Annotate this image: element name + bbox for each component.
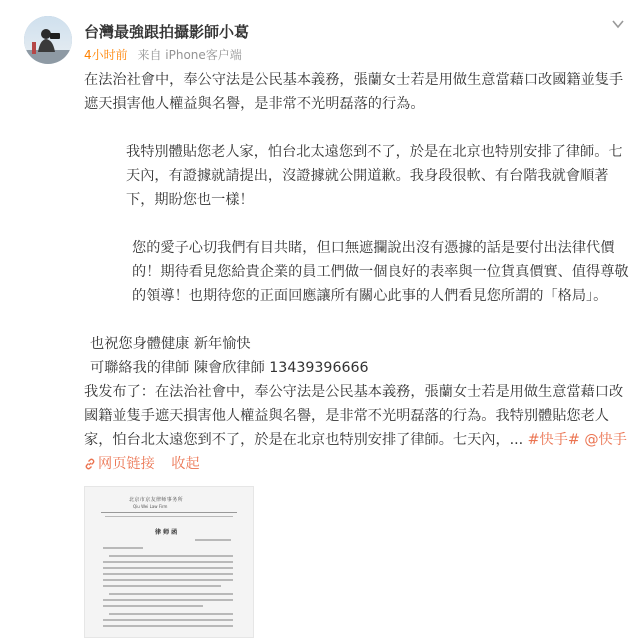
document-line [109, 613, 233, 615]
document-line [103, 585, 221, 587]
post-paragraph-4-line-2: 可聯絡我的律師 陳會欣律師 13439396666 [90, 360, 369, 376]
letterhead-english: Qiu Wei Law Firm [133, 504, 168, 509]
document-line [103, 547, 143, 549]
document-line [105, 516, 233, 517]
web-link[interactable] [84, 456, 165, 472]
document-line [103, 579, 233, 581]
document-title: 律 师 函 [155, 529, 178, 536]
web-link-label: 网页链接 [98, 456, 155, 472]
hashtag-link[interactable]: #快手# [527, 432, 580, 448]
attachment-image[interactable] [84, 486, 254, 638]
post-paragraph-3: 您的愛子心切我們有目共睹，但口無遮攔說出沒有憑據的話是要付出法律代價的！期待看見您給貴企業的員工們做一個良好的表率與一位貨真價實、值得尊敬的領導！也期待您的正面回應讓所有關心此事的人們看見您所謂的「格局」。 [132, 240, 629, 304]
collapse-link[interactable]: 收起 [171, 456, 200, 472]
document-line [109, 555, 233, 557]
document-line [195, 539, 231, 541]
mention-link[interactable]: @快手 [584, 432, 627, 448]
document-line [103, 573, 233, 575]
document-line [103, 605, 203, 607]
post-links [84, 452, 630, 476]
document-line [103, 625, 233, 627]
avatar[interactable] [24, 16, 72, 64]
letterhead-rule [101, 512, 237, 513]
document-line [103, 561, 233, 563]
post-source[interactable]: 来自 iPhone客户端 [137, 48, 242, 62]
chevron-down-icon[interactable] [610, 16, 626, 32]
post-time[interactable]: 4小时前 [84, 48, 128, 62]
post-paragraph-2: 我特別體貼您老人家，怕台北太遠您到不了，於是在北京也特別安排了律師。七天內，有證據就請提出，沒證據就公開道歉。我身段很軟、有台階我就會順著下，期盼您也一樣！ [126, 144, 623, 208]
post-meta [84, 46, 242, 63]
document-line [103, 599, 233, 601]
repost-text-block [84, 380, 630, 452]
post-body [84, 68, 630, 476]
avatar-image [24, 16, 72, 64]
link-icon [84, 458, 96, 470]
post-paragraph-4-line-1: 也祝您身體健康 新年愉快 [90, 336, 251, 352]
post-paragraph-1: 在法治社會中，奉公守法是公民基本義務，張蘭女士若是用做生意當藉口改國籍並隻手遮天損害他人權益與名譽，是非常不光明磊落的行為。 [84, 72, 624, 112]
document-line [109, 593, 233, 595]
repost-text: 我发布了：在法治社會中，奉公守法是公民基本義務，張蘭女士若是用做生意當藉口改國籍並隻手遮天損害他人權益與名譽，是非常不光明磊落的行為。我特別體貼您老人家，怕台北太遠您到不了，於是在北京也特別安排了律師。七天內，... [84, 384, 624, 448]
document-line [103, 567, 233, 569]
letterhead-text: 北京市京友律师事务所 [129, 497, 184, 503]
user-name[interactable]: 台灣最強跟拍攝影師小葛 [84, 23, 250, 41]
document-line [103, 619, 233, 621]
